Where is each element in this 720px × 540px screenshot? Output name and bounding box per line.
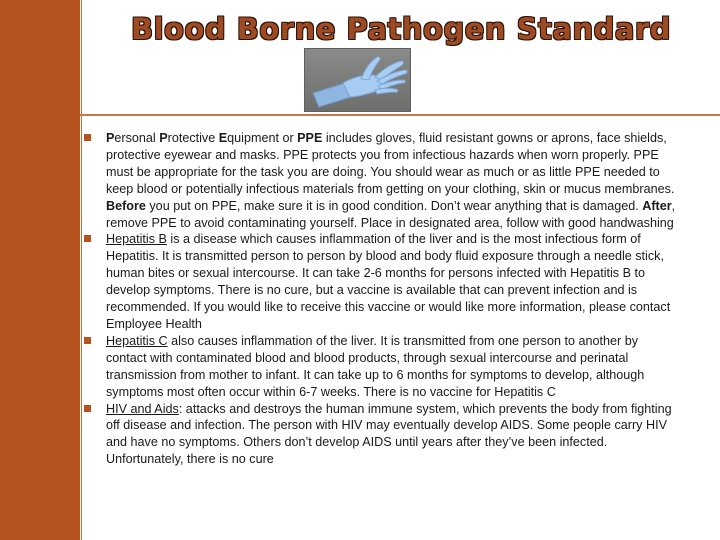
hepatitis-b-term: Hepatitis B [106,232,167,247]
ppe-text: ersonal [114,131,160,145]
ppe-text: quipment or [227,131,298,145]
slide-title: Blood Borne Pathogen Standard [131,12,671,46]
ppe-text: rotective [167,131,219,145]
list-item-hepatitis-c [82,333,682,401]
hiv-aids-term: HIV and Aids [106,401,179,416]
square-bullet-icon [84,235,91,242]
ppe-initial-p2: P [159,131,168,145]
bullet-list [82,130,682,468]
list-item-hiv-aids [82,401,682,469]
ppe-initial-e: E [218,131,228,145]
hiv-aids-text: : attacks and destroys the human immune system, which prevents the body from fighting off disease and infection. The person with HIV may eventually develop AIDS. Some people carry HIV and have no symptoms. Others don’t develop AIDS until years after they’ve been infected. Unfortunately, there is no cure [106,401,672,467]
hepatitis-c-term: Hepatitis C [106,333,168,348]
list-item-hepatitis-b [82,231,682,332]
hepatitis-b-text: is a disease which causes inflammation of the liver and is the most infectious form of Hepatitis. It is transmitted person to person by blood and body fluid exposure through a needle stick, human bites or sexual intercourse. It can take 2-6 months for persons infected with Hepatitis B to develop symptoms. There is no cure, but a vaccine is available that can prevent infection and is recommended. If you would like to receive this vaccine or would like more information, please contact Employee Health [106,232,671,331]
ppe-text: you put on PPE, make sure it is in good condition. Don’t wear anything that is damaged. [145,198,643,213]
ppe-text: includes gloves, fluid resistant gowns or aprons, face shields, protective eyewear and masks. PPE protects you from infectious hazards when worn properly. PPE must be appropriate for the task you are doing. You should wear as much or as little PPE needed to keep blood or potentially infectious materials from getting on your clothing, skin or mucus membranes. [106,131,675,196]
ppe-initial-p: P [106,131,115,145]
title-divider [80,114,720,116]
ppe-acronym: PPE [297,131,323,145]
hepatitis-c-text: also causes inflammation of the liver. It is transmitted from one person to another by contact with contaminated blood and blood products, through sexual intercourse and perinatal transmission from mother to infant. It can take up to 6 months for symptoms to develop, although symptoms most often occur within 6-7 weeks. There is no vaccine for Hepatitis C [106,333,645,399]
after-emphasis: After [642,198,672,213]
glove-illustration [305,49,410,111]
square-bullet-icon [84,405,91,412]
ppe-text: , remove PPE to avoid contaminating yourself. Place in designated area, follow with good handwashing [106,198,676,230]
list-item-ppe [82,130,682,231]
before-emphasis: Before [106,198,146,213]
square-bullet-icon [84,337,91,344]
square-bullet-icon [84,134,91,141]
item-text [106,131,675,230]
blue-glove-image [304,48,411,112]
left-accent-bar [0,0,80,540]
